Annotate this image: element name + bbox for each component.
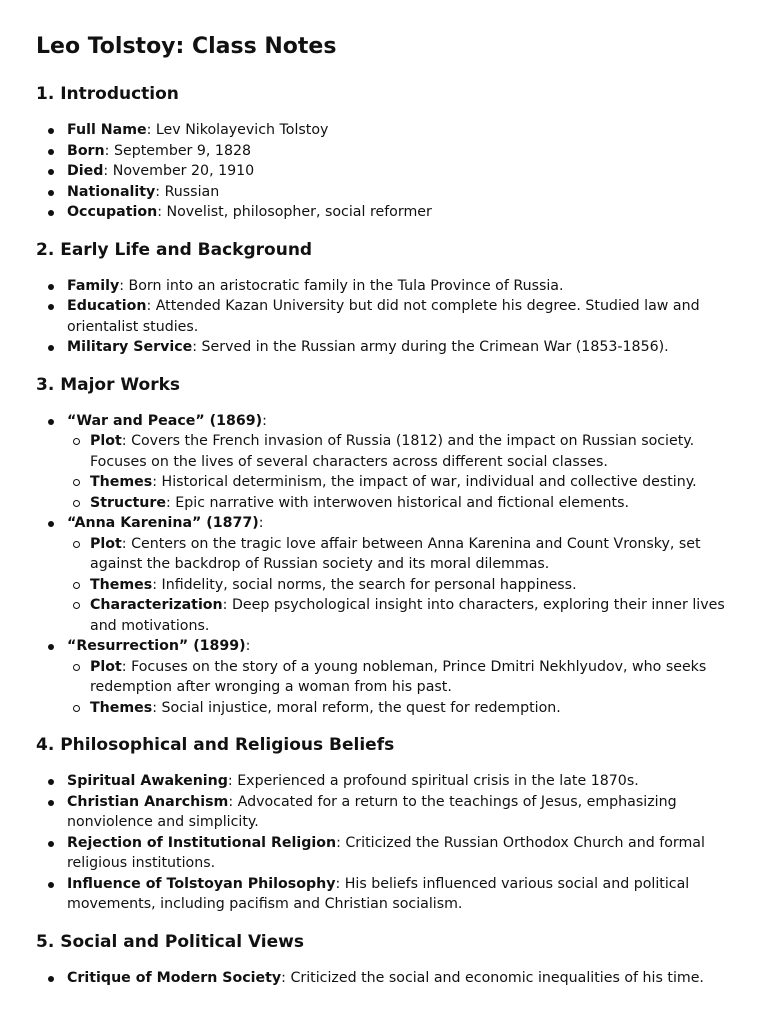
list-item xyxy=(36,874,736,915)
list-item xyxy=(36,296,736,337)
item-label: Born xyxy=(67,142,105,159)
list-item xyxy=(36,276,736,297)
item-text: : Russian xyxy=(155,183,220,200)
circle-bullet-icon xyxy=(73,541,80,548)
circle-bullet-icon xyxy=(73,479,80,486)
work-details-list xyxy=(67,431,736,513)
item-label: Critique of Modern Society xyxy=(67,969,282,986)
item-label: Influence of Tolstoyan Philosophy xyxy=(67,875,336,892)
item-text: : Served in the Russian army during the Crimean War (1853-1856). xyxy=(192,339,669,355)
list-item xyxy=(36,141,736,162)
item-text: : Centers on the tragic love affair between Anna Karenina and Count Vronsky, set against the backdrop of Russian society and its moral dilemmas. xyxy=(90,535,701,572)
list-item xyxy=(36,792,736,833)
list-item xyxy=(67,431,736,472)
list-item xyxy=(67,657,736,698)
item-text: : Historical determinism, the impact of war, individual and collective destiny. xyxy=(152,474,697,490)
social-views-list xyxy=(36,968,736,989)
item-label: Nationality xyxy=(67,183,156,200)
work-details-list xyxy=(67,534,736,637)
section-heading-social-political-views: 5. Social and Political Views xyxy=(36,931,304,952)
item-text: : Epic narrative with interwoven historical and fictional elements. xyxy=(166,494,629,511)
item-text: : xyxy=(262,412,267,429)
item-text: : Infidelity, social norms, the search for personal happiness. xyxy=(152,576,577,593)
page-title: Leo Tolstoy: Class Notes xyxy=(36,34,337,59)
item-text: : Born into an aristocratic family in the Tula Province of Russia. xyxy=(119,277,564,294)
circle-bullet-icon xyxy=(73,705,80,712)
document-page xyxy=(36,30,736,1002)
bullet-icon xyxy=(48,976,54,982)
item-text: : Criticized the Russian Orthodox Church and formal religious institutions. xyxy=(67,834,705,871)
item-text: : November 20, 1910 xyxy=(103,163,255,179)
bullet-icon xyxy=(48,190,54,196)
item-text: : Experienced a profound spiritual crisis in the late 1870s. xyxy=(227,773,639,789)
item-label: Occupation xyxy=(67,204,158,220)
bullet-icon xyxy=(48,419,54,425)
item-label: Died xyxy=(67,163,104,179)
bullet-icon xyxy=(48,284,54,290)
item-text: : Criticized the social and economic inequalities of his time. xyxy=(281,969,704,986)
item-text: : His beliefs influenced various social and political movements, including pacifism and Christian socialism. xyxy=(67,875,690,912)
item-label: Plot xyxy=(90,433,122,449)
bullet-icon xyxy=(48,169,54,175)
list-item xyxy=(67,698,736,719)
work-item-war-and-peace xyxy=(36,411,736,514)
item-label: Military Service xyxy=(67,339,193,355)
item-text: : Novelist, philosopher, social reformer xyxy=(157,204,432,220)
item-text: : September 9, 1828 xyxy=(104,142,252,159)
section-heading-introduction: 1. Introduction xyxy=(36,84,179,104)
item-label: Plot xyxy=(90,535,122,552)
work-title: “Resurrection” (1899) xyxy=(67,638,246,654)
item-label: Themes xyxy=(90,699,153,716)
list-item xyxy=(36,968,736,989)
circle-bullet-icon xyxy=(73,582,80,589)
list-item xyxy=(36,771,736,792)
list-item xyxy=(67,534,736,575)
bullet-icon xyxy=(48,128,54,134)
item-text: : Attended Kazan University but did not complete his degree. Studied law and orientalist studies. xyxy=(67,298,700,335)
item-label: Characterization xyxy=(90,597,223,613)
section-heading-philosophical-beliefs: 4. Philosophical and Religious Beliefs xyxy=(36,735,395,755)
item-text: : Covers the French invasion of Russia (1812) and the impact on Russian society. Focuses on the lives of several characters across different social classes. xyxy=(90,433,695,470)
list-item xyxy=(36,833,736,874)
item-text: : Social injustice, moral reform, the quest for redemption. xyxy=(152,699,561,716)
introduction-list xyxy=(36,120,736,223)
list-item xyxy=(36,202,736,223)
bullet-icon xyxy=(48,149,54,155)
circle-bullet-icon xyxy=(73,500,80,507)
work-item-resurrection xyxy=(36,636,736,718)
list-item xyxy=(67,493,736,514)
list-item xyxy=(67,595,736,636)
bullet-icon xyxy=(48,644,54,650)
item-text: : xyxy=(258,515,264,531)
item-text: : xyxy=(245,638,251,654)
early-life-list xyxy=(36,276,736,358)
list-item xyxy=(67,472,736,493)
work-item-anna-karenina xyxy=(36,513,736,636)
item-label: Themes xyxy=(90,474,153,490)
item-text: : Deep psychological insight into characters, exploring their inner lives and motivations. xyxy=(90,597,725,634)
item-label: Plot xyxy=(90,658,122,675)
bullet-icon xyxy=(48,779,54,785)
item-label: Family xyxy=(67,277,120,294)
bullet-icon xyxy=(48,521,54,527)
work-title: “Anna Karenina” (1877) xyxy=(67,515,259,531)
list-item xyxy=(67,575,736,596)
section-heading-major-works: 3. Major Works xyxy=(36,374,181,395)
bullet-icon xyxy=(48,882,54,888)
bullet-icon xyxy=(48,841,54,847)
work-details-list xyxy=(67,657,736,719)
item-label: Christian Anarchism xyxy=(67,793,229,810)
bullet-icon xyxy=(48,800,54,806)
item-label: Themes xyxy=(90,576,153,593)
bullet-icon xyxy=(48,210,54,216)
bullet-icon xyxy=(48,345,54,351)
item-text: : Lev Nikolayevich Tolstoy xyxy=(146,122,329,138)
list-item xyxy=(36,337,736,358)
item-label: Spiritual Awakening xyxy=(67,773,228,789)
item-text: : Focuses on the story of a young nobleman, Prince Dmitri Nekhlyudov, who seeks redemption after wronging a woman from his past. xyxy=(90,658,707,695)
list-item xyxy=(36,182,736,203)
list-item xyxy=(36,161,736,182)
item-label: Full Name xyxy=(67,122,147,138)
bullet-icon xyxy=(48,304,54,310)
item-label: Structure xyxy=(90,494,167,511)
circle-bullet-icon xyxy=(73,438,80,445)
item-text: : Advocated for a return to the teachings of Jesus, emphasizing nonviolence and simplicity. xyxy=(67,793,677,830)
item-label: Education xyxy=(67,298,147,314)
item-label: Rejection of Institutional Religion xyxy=(67,834,337,851)
beliefs-list xyxy=(36,771,736,915)
work-title: “War and Peace” (1869) xyxy=(67,412,263,429)
section-heading-early-life: 2. Early Life and Background xyxy=(36,239,313,260)
circle-bullet-icon xyxy=(73,602,80,609)
major-works-list xyxy=(36,411,736,719)
circle-bullet-icon xyxy=(73,664,80,671)
list-item xyxy=(36,120,736,141)
